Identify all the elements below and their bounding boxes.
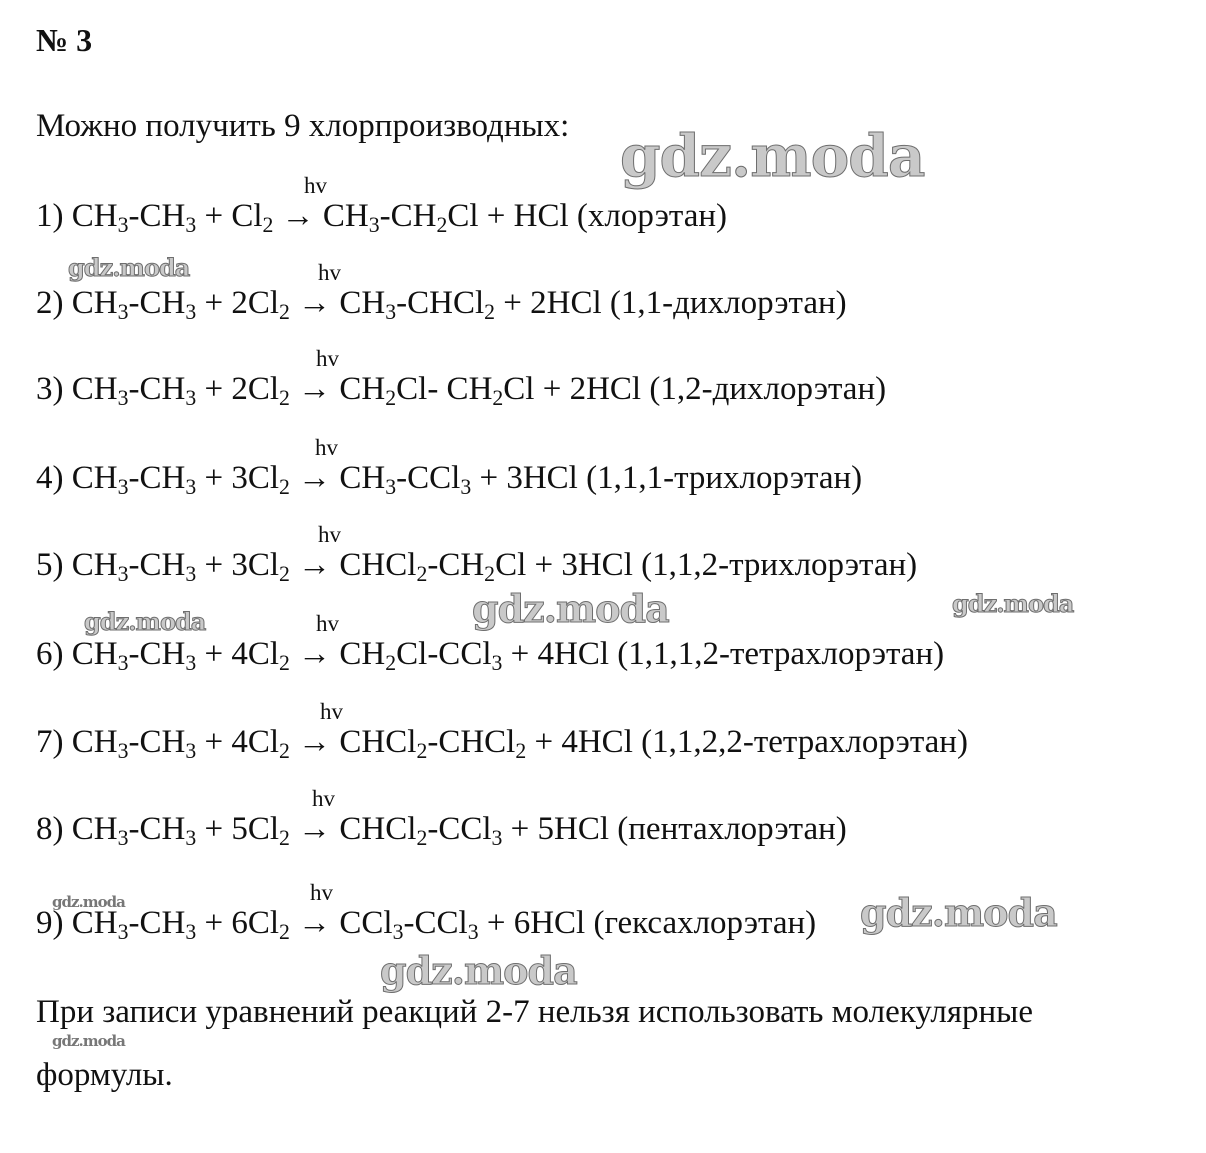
formula-text: -CCl bbox=[403, 905, 468, 941]
equation-number: 9) bbox=[36, 905, 64, 941]
equation-number: 6) bbox=[36, 636, 64, 672]
formula-text: -CH bbox=[379, 198, 437, 234]
formula-text: + 2Cl bbox=[196, 371, 280, 407]
formula-text: CH bbox=[71, 371, 118, 407]
formula-text: CH bbox=[339, 285, 386, 321]
formula-subscript: 3 bbox=[385, 300, 397, 325]
formula-subscript: 3 bbox=[117, 920, 129, 945]
formula-text: CH bbox=[71, 198, 118, 234]
formula-subscript: 2 bbox=[515, 739, 527, 764]
equation-number: 4) bbox=[36, 460, 64, 496]
formula-subscript: 2 bbox=[416, 739, 428, 764]
reaction-arrow-icon: → bbox=[289, 547, 340, 583]
condition-hv: hv bbox=[310, 880, 333, 905]
formula-text: + 3HCl (1,1,1-трихлорэтан) bbox=[471, 460, 863, 496]
condition-hv: hv bbox=[312, 786, 335, 811]
formula-text: CH bbox=[339, 636, 386, 672]
equation-7 bbox=[36, 724, 968, 764]
formula-text: + 2Cl bbox=[196, 285, 280, 321]
equation-5 bbox=[36, 547, 918, 587]
equation-6 bbox=[36, 636, 945, 676]
equation-number: 2) bbox=[36, 285, 64, 321]
formula-subscript: 3 bbox=[185, 475, 197, 500]
formula-text: + 4HCl (1,1,1,2-тетрахлорэтан) bbox=[502, 636, 945, 672]
watermark-logo: gdz.moda bbox=[52, 893, 125, 911]
formula-text: Cl- CH bbox=[396, 371, 493, 407]
formula-subscript: 3 bbox=[185, 213, 197, 238]
formula-text: + 5HCl (пентахлорэтан) bbox=[502, 811, 847, 847]
reaction-arrow-icon: → bbox=[289, 460, 340, 496]
formula-text: CHCl bbox=[339, 547, 417, 583]
formula-subscript: 2 bbox=[385, 386, 397, 411]
formula-subscript: 3 bbox=[467, 920, 479, 945]
formula-text: CH bbox=[71, 811, 118, 847]
formula-subscript: 3 bbox=[185, 651, 197, 676]
equation-number: 1) bbox=[36, 198, 64, 234]
reaction-arrow-icon: → bbox=[289, 371, 340, 407]
formula-text: CH bbox=[339, 371, 386, 407]
formula-text: -CH bbox=[128, 371, 186, 407]
formula-text: CHCl bbox=[339, 811, 417, 847]
condition-hv: hv bbox=[304, 173, 327, 198]
formula-subscript: 2 bbox=[279, 826, 290, 851]
formula-text: + 6HCl (гексахлорэтан) bbox=[478, 905, 817, 941]
formula-text: Cl + HCl (хлорэтан) bbox=[447, 198, 727, 234]
formula-subscript: 3 bbox=[117, 739, 129, 764]
equation-number: 7) bbox=[36, 724, 64, 760]
formula-subscript: 3 bbox=[385, 475, 397, 500]
reaction-arrow-icon: → bbox=[289, 905, 340, 941]
formula-text: CH bbox=[71, 905, 118, 941]
formula-subscript: 3 bbox=[117, 213, 129, 238]
formula-text: CHCl bbox=[339, 724, 417, 760]
equation-9 bbox=[36, 905, 817, 945]
formula-subscript: 2 bbox=[279, 651, 290, 676]
equation-number: 3) bbox=[36, 371, 64, 407]
note-line-2: формулы. bbox=[36, 1057, 173, 1093]
condition-hv: hv bbox=[318, 522, 341, 547]
formula-subscript: 3 bbox=[117, 475, 129, 500]
formula-subscript: 2 bbox=[385, 651, 397, 676]
formula-subscript: 2 bbox=[279, 300, 290, 325]
reaction-arrow-icon: → bbox=[289, 724, 340, 760]
intro-text: Можно получить 9 хлорпроизводных: bbox=[36, 108, 570, 144]
formula-subscript: 3 bbox=[117, 826, 129, 851]
condition-hv: hv bbox=[315, 435, 338, 460]
formula-subscript: 2 bbox=[492, 386, 504, 411]
formula-text: -CH bbox=[128, 547, 186, 583]
formula-text: + 4HCl (1,1,2,2-тетрахлорэтан) bbox=[526, 724, 968, 760]
watermark-logo: gdz.moda bbox=[52, 1032, 125, 1050]
formula-text: -CH bbox=[128, 460, 186, 496]
equation-number: 5) bbox=[36, 547, 64, 583]
formula-subscript: 3 bbox=[491, 826, 503, 851]
formula-text: + 3Cl bbox=[196, 460, 280, 496]
formula-subscript: 2 bbox=[279, 475, 290, 500]
condition-hv: hv bbox=[316, 611, 339, 636]
equation-1 bbox=[36, 198, 727, 238]
formula-text: Cl-CCl bbox=[396, 636, 492, 672]
formula-text: CH bbox=[71, 285, 118, 321]
formula-text: -CCl bbox=[427, 811, 492, 847]
condition-hv: hv bbox=[318, 260, 341, 285]
formula-subscript: 2 bbox=[484, 300, 496, 325]
formula-text: -CH bbox=[128, 285, 186, 321]
reaction-arrow-icon: → bbox=[289, 285, 340, 321]
formula-text: + 3Cl bbox=[196, 547, 280, 583]
formula-subscript: 2 bbox=[436, 213, 448, 238]
reaction-arrow-icon: → bbox=[289, 811, 340, 847]
formula-subscript: 2 bbox=[416, 826, 428, 851]
formula-subscript: 3 bbox=[185, 562, 197, 587]
reaction-arrow-icon: → bbox=[289, 636, 340, 672]
formula-text: -CH bbox=[128, 198, 186, 234]
equation-number: 8) bbox=[36, 811, 64, 847]
formula-text: + 4Cl bbox=[196, 636, 280, 672]
formula-subscript: 3 bbox=[185, 826, 197, 851]
equation-4 bbox=[36, 460, 863, 500]
formula-text: CH bbox=[71, 636, 118, 672]
watermark-logo: gdz.moda bbox=[380, 948, 577, 993]
formula-subscript: 3 bbox=[460, 475, 472, 500]
formula-text: CH bbox=[339, 460, 386, 496]
watermark-logo: gdz.moda bbox=[472, 586, 669, 631]
formula-subscript: 3 bbox=[491, 651, 503, 676]
formula-subscript: 3 bbox=[117, 300, 129, 325]
formula-subscript: 3 bbox=[117, 386, 129, 411]
formula-subscript: 3 bbox=[185, 739, 197, 764]
equation-3 bbox=[36, 371, 887, 411]
note-line-1: При записи уравнений реакций 2-7 нельзя использовать молекулярные bbox=[36, 994, 1033, 1030]
formula-text: Cl + 2HCl (1,2-дихлорэтан) bbox=[503, 371, 887, 407]
problem-number: № 3 bbox=[36, 22, 93, 58]
watermark-logo: gdz.moda bbox=[860, 890, 1057, 935]
formula-text: CCl bbox=[339, 905, 393, 941]
formula-text: -CH bbox=[128, 724, 186, 760]
formula-text: + 4Cl bbox=[196, 724, 280, 760]
formula-subscript: 2 bbox=[484, 562, 496, 587]
formula-subscript: 3 bbox=[185, 300, 197, 325]
reaction-arrow-icon: → bbox=[273, 198, 323, 234]
formula-text: -CH bbox=[427, 547, 485, 583]
watermark-logo: gdz.moda bbox=[84, 607, 206, 636]
formula-text: CH bbox=[71, 460, 118, 496]
condition-hv: hv bbox=[316, 346, 339, 371]
formula-text: -CCl bbox=[396, 460, 461, 496]
condition-hv: hv bbox=[320, 699, 343, 724]
formula-text: -CHCl bbox=[396, 285, 485, 321]
formula-text: CH bbox=[71, 547, 118, 583]
formula-subscript: 2 bbox=[279, 920, 290, 945]
formula-text: -CHCl bbox=[427, 724, 516, 760]
formula-subscript: 2 bbox=[279, 562, 290, 587]
formula-subscript: 3 bbox=[117, 651, 129, 676]
formula-subscript: 2 bbox=[279, 386, 290, 411]
formula-subscript: 3 bbox=[185, 386, 197, 411]
formula-text: + Cl bbox=[196, 198, 263, 234]
formula-text: CH bbox=[71, 724, 118, 760]
formula-text: CH bbox=[322, 198, 369, 234]
formula-text: Cl + 3HCl (1,1,2-трихлорэтан) bbox=[495, 547, 918, 583]
formula-subscript: 3 bbox=[368, 213, 380, 238]
equation-8 bbox=[36, 811, 847, 851]
watermark-logo: gdz.moda bbox=[952, 589, 1074, 618]
watermark-logo: gdz.moda bbox=[620, 122, 925, 190]
formula-subscript: 2 bbox=[262, 213, 274, 238]
formula-text: -CH bbox=[128, 905, 186, 941]
formula-text: -CH bbox=[128, 636, 186, 672]
formula-subscript: 3 bbox=[117, 562, 129, 587]
formula-subscript: 3 bbox=[392, 920, 404, 945]
formula-subscript: 2 bbox=[279, 739, 290, 764]
formula-text: + 2HCl (1,1-дихлорэтан) bbox=[495, 285, 847, 321]
equation-2 bbox=[36, 285, 847, 325]
watermark-logo: gdz.moda bbox=[68, 253, 190, 282]
formula-subscript: 3 bbox=[185, 920, 197, 945]
formula-text: -CH bbox=[128, 811, 186, 847]
formula-text: + 6Cl bbox=[196, 905, 280, 941]
formula-subscript: 2 bbox=[416, 562, 428, 587]
formula-text: + 5Cl bbox=[196, 811, 280, 847]
